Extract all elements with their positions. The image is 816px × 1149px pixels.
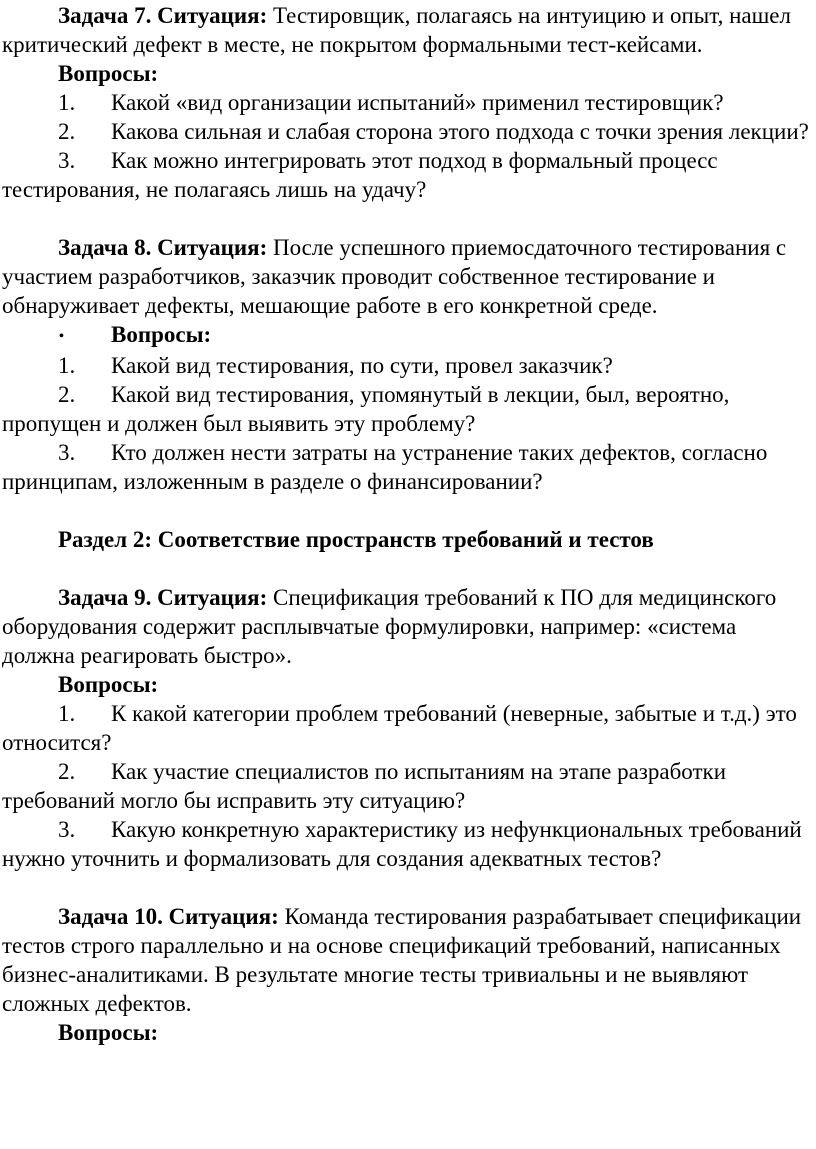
question-text: Какова сильная и слабая сторона этого подхода с точки зрения лекции?: [111, 119, 809, 144]
task-8-label: Задача 8. Ситуация:: [58, 235, 268, 260]
spacer: [2, 204, 810, 233]
task-7-questions-label: Вопросы:: [58, 61, 159, 86]
task-7-question-1: [2, 88, 810, 117]
question-number: 2.: [58, 382, 76, 407]
question-text: Какую конкретную характеристику из нефункциональных требований нужно уточнить и формализовать для создания адекватных тестов?: [2, 817, 802, 871]
task-8-question-3: [2, 438, 810, 496]
bullet-icon: •: [59, 329, 64, 344]
task-7-question-2: [2, 117, 810, 146]
spacer: [2, 554, 810, 583]
section-2-title: Раздел 2: Соответствие пространств требований и тестов: [58, 527, 654, 552]
question-number: 1.: [58, 701, 76, 726]
task-9-situation: [2, 583, 810, 670]
task-9-questions-label: Вопросы:: [58, 672, 159, 697]
task-7-label: Задача 7. Ситуация:: [58, 3, 268, 28]
task-9-label: Задача 9. Ситуация:: [58, 585, 268, 610]
question-text: Кто должен нести затраты на устранение таких дефектов, согласно принципам, изложенным в разделе о финансировании?: [2, 440, 768, 494]
task-8-question-2: [2, 380, 810, 438]
question-number: 3.: [58, 440, 76, 465]
task-9-question-3: [2, 815, 810, 873]
question-text: Какой вид тестирования, упомянутый в лекции, был, вероятно, пропущен и должен был выявить эту проблему?: [2, 382, 730, 436]
task-10-label: Задача 10. Ситуация:: [58, 904, 279, 929]
question-number: 1.: [58, 353, 76, 378]
spacer: [2, 873, 810, 902]
question-number: 2.: [58, 119, 76, 144]
task-10-situation: [2, 902, 810, 1018]
question-number: 3.: [58, 817, 76, 842]
task-8-questions-label: Вопросы:: [111, 322, 212, 347]
question-number: 1.: [58, 90, 76, 115]
task-8-question-1: [2, 351, 810, 380]
task-9-question-2: [2, 757, 810, 815]
task-7-text: Тестировщик, полагаясь на интуицию и опыт, нашел критический дефект в месте, не покрытом формальными тест-кейсами.: [2, 3, 791, 57]
question-text: Как можно интегрировать этот подход в формальный процесс тестирования, не полагаясь лишь на удачу?: [2, 148, 718, 202]
question-text: Как участие специалистов по испытаниям на этапе разработки требований могло бы исправить эту ситуацию?: [2, 759, 727, 813]
question-number: 2.: [58, 759, 76, 784]
question-number: 3.: [58, 148, 76, 173]
task-9-text: Спецификация требований к ПО для медицинского оборудования содержит расплывчатые формулировки, например: «система должна реагировать быстро».: [2, 585, 777, 668]
task-7-situation: [2, 1, 810, 59]
task-7-question-3: [2, 146, 810, 204]
task-10-questions-label: Вопросы:: [58, 1020, 159, 1045]
task-10-text: Команда тестирования разрабатывает спецификации тестов строго параллельно и на основе спецификаций требований, написанных бизнес-аналитиками. В результате многие тесты тривиальны и не выявляют сложных дефектов.: [2, 904, 802, 1016]
task-8-text: После успешного приемосдаточного тестирования с участием разработчиков, заказчик проводит собственное тестирование и обнаруживает дефекты, мешающие работе в его конкретной среде.: [2, 235, 787, 318]
question-text: Какой вид тестирования, по сути, провел заказчик?: [111, 353, 613, 378]
task-9-question-1: [2, 699, 810, 757]
task-8-questions-heading: [2, 320, 810, 351]
question-text: Какой «вид организации испытаний» применил тестировщик?: [111, 90, 724, 115]
question-text: К какой категории проблем требований (неверные, забытые и т.д.) это относится?: [2, 701, 797, 755]
task-8-situation: [2, 233, 810, 320]
spacer: [2, 496, 810, 525]
